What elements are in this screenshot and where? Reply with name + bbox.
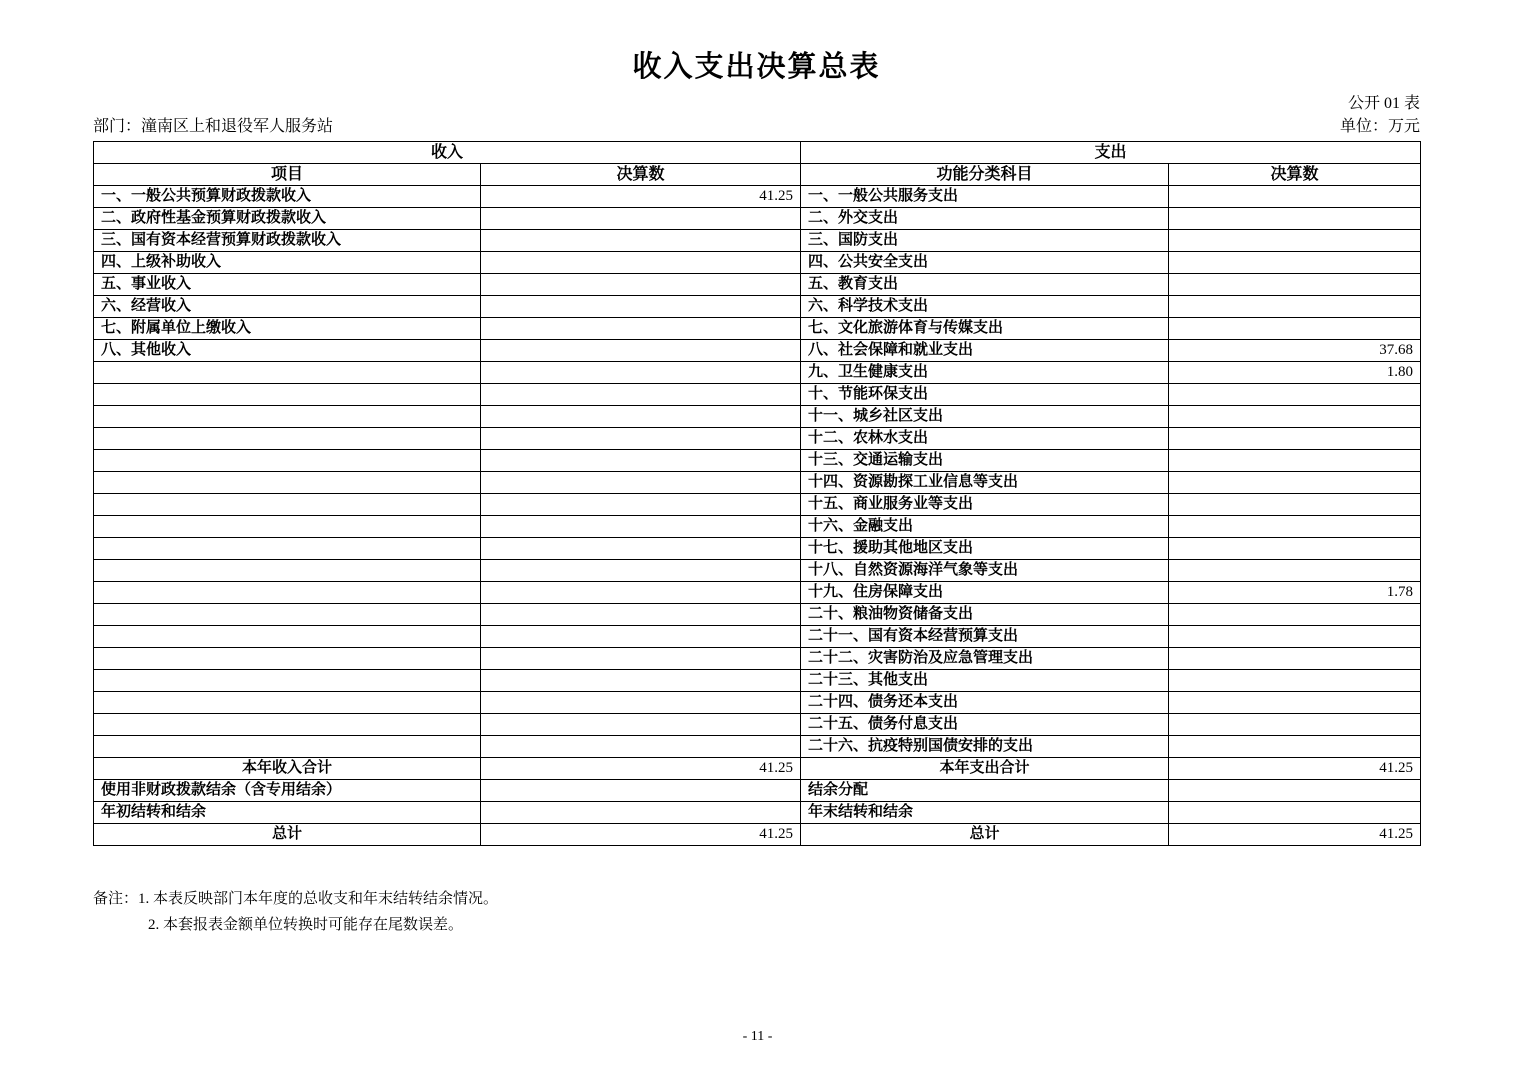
revenue-amount-cell (481, 252, 801, 274)
col-header-expenditure-amount: 决算数 (1169, 164, 1421, 186)
table-row (94, 472, 1421, 494)
table-row (94, 450, 1421, 472)
meta-line (93, 115, 1420, 139)
revenue-amount-cell (481, 516, 801, 538)
summary-row (94, 780, 1421, 802)
table-row (94, 406, 1421, 428)
expenditure-item-cell: 二十六、抗疫特别国债安排的支出 (801, 736, 1169, 758)
expenditure-item-cell: 总计 (801, 824, 1169, 846)
revenue-item-cell: 一、一般公共预算财政拨款收入 (94, 186, 481, 208)
revenue-amount-cell (481, 296, 801, 318)
revenue-amount-cell (481, 626, 801, 648)
expenditure-item-cell: 二十五、债务付息支出 (801, 714, 1169, 736)
revenue-amount-cell (481, 428, 801, 450)
section-header-row (94, 142, 1421, 164)
revenue-item-cell: 六、经营收入 (94, 296, 481, 318)
revenue-amount-cell (481, 340, 801, 362)
expenditure-item-cell: 八、社会保障和就业支出 (801, 340, 1169, 362)
budget-table (93, 141, 1421, 846)
department-label: 部门：潼南区上和退役军人服务站 (93, 118, 334, 135)
revenue-amount-cell (481, 472, 801, 494)
expenditure-item-cell: 十五、商业服务业等支出 (801, 494, 1169, 516)
revenue-item-cell: 二、政府性基金预算财政拨款收入 (94, 208, 481, 230)
expenditure-item-cell: 年末结转和结余 (801, 802, 1169, 824)
table-row (94, 252, 1421, 274)
expenditure-item-cell: 十、节能环保支出 (801, 384, 1169, 406)
revenue-section-header: 收入 (94, 142, 801, 164)
revenue-item-cell (94, 714, 481, 736)
expenditure-item-cell: 二十四、债务还本支出 (801, 692, 1169, 714)
expenditure-amount-cell (1169, 428, 1421, 450)
revenue-amount-cell (481, 538, 801, 560)
table-row (94, 538, 1421, 560)
expenditure-item-cell: 二十二、灾害防治及应急管理支出 (801, 648, 1169, 670)
table-row (94, 582, 1421, 604)
revenue-amount-cell: 41.25 (481, 758, 801, 780)
revenue-item-cell (94, 472, 481, 494)
expenditure-amount-cell (1169, 626, 1421, 648)
expenditure-amount-cell (1169, 318, 1421, 340)
table-row (94, 604, 1421, 626)
note-line-2: 2. 本套报表金额单位转换时可能存在尾数误差。 (148, 917, 464, 933)
table-row (94, 648, 1421, 670)
expenditure-amount-cell (1169, 494, 1421, 516)
expenditure-amount-cell (1169, 538, 1421, 560)
col-header-revenue-item: 项目 (94, 164, 481, 186)
expenditure-amount-cell: 37.68 (1169, 340, 1421, 362)
note-line-1: 备注：1. 本表反映部门本年度的总收支和年末结转结余情况。 (93, 891, 499, 907)
revenue-amount-cell: 41.25 (481, 186, 801, 208)
expenditure-item-cell: 三、国防支出 (801, 230, 1169, 252)
summary-row (94, 802, 1421, 824)
table-row (94, 736, 1421, 758)
table-row (94, 362, 1421, 384)
table-row (94, 230, 1421, 252)
expenditure-item-cell: 四、公共安全支出 (801, 252, 1169, 274)
table-row (94, 626, 1421, 648)
revenue-item-cell (94, 450, 481, 472)
unit-label: 单位：万元 (1339, 118, 1420, 135)
expenditure-amount-cell (1169, 560, 1421, 582)
expenditure-item-cell: 二十三、其他支出 (801, 670, 1169, 692)
revenue-item-cell: 四、上级补助收入 (94, 252, 481, 274)
expenditure-item-cell: 十三、交通运输支出 (801, 450, 1169, 472)
table-row (94, 428, 1421, 450)
page-number: - 11 - (742, 1029, 773, 1044)
expenditure-item-cell: 二十一、国有资本经营预算支出 (801, 626, 1169, 648)
revenue-item-cell (94, 560, 481, 582)
table-body (94, 186, 1421, 846)
expenditure-amount-cell: 41.25 (1169, 758, 1421, 780)
expenditure-amount-cell (1169, 208, 1421, 230)
table-row (94, 208, 1421, 230)
expenditure-amount-cell (1169, 274, 1421, 296)
revenue-amount-cell (481, 736, 801, 758)
table-row (94, 384, 1421, 406)
summary-row (94, 758, 1421, 780)
notes (93, 886, 1420, 938)
expenditure-amount-cell: 1.78 (1169, 582, 1421, 604)
revenue-amount-cell (481, 318, 801, 340)
expenditure-item-cell: 十一、城乡社区支出 (801, 406, 1169, 428)
expenditure-item-cell: 十八、自然资源海洋气象等支出 (801, 560, 1169, 582)
expenditure-amount-cell (1169, 736, 1421, 758)
revenue-amount-cell (481, 582, 801, 604)
expenditure-item-cell: 结余分配 (801, 780, 1169, 802)
revenue-item-cell: 本年收入合计 (94, 758, 481, 780)
expenditure-item-cell: 十七、援助其他地区支出 (801, 538, 1169, 560)
expenditure-amount-cell (1169, 604, 1421, 626)
expenditure-amount-cell (1169, 516, 1421, 538)
revenue-item-cell (94, 582, 481, 604)
revenue-item-cell (94, 406, 481, 428)
expenditure-section-header: 支出 (801, 142, 1421, 164)
expenditure-item-cell: 七、文化旅游体育与传媒支出 (801, 318, 1169, 340)
expenditure-amount-cell (1169, 692, 1421, 714)
expenditure-amount-cell (1169, 186, 1421, 208)
table-row (94, 340, 1421, 362)
revenue-item-cell (94, 384, 481, 406)
revenue-amount-cell (481, 450, 801, 472)
expenditure-amount-cell (1169, 450, 1421, 472)
revenue-amount-cell (481, 208, 801, 230)
table-row (94, 714, 1421, 736)
expenditure-item-cell: 十九、住房保障支出 (801, 582, 1169, 604)
revenue-item-cell: 七、附属单位上缴收入 (94, 318, 481, 340)
expenditure-amount-cell (1169, 406, 1421, 428)
expenditure-amount-cell: 41.25 (1169, 824, 1421, 846)
expenditure-item-cell: 本年支出合计 (801, 758, 1169, 780)
summary-row (94, 824, 1421, 846)
revenue-item-cell (94, 692, 481, 714)
revenue-item-cell (94, 516, 481, 538)
expenditure-item-cell: 十六、金融支出 (801, 516, 1169, 538)
revenue-amount-cell: 41.25 (481, 824, 801, 846)
col-header-expenditure-item: 功能分类科目 (801, 164, 1169, 186)
expenditure-amount-cell (1169, 472, 1421, 494)
table-row (94, 670, 1421, 692)
expenditure-amount-cell: 1.80 (1169, 362, 1421, 384)
table-row (94, 318, 1421, 340)
revenue-amount-cell (481, 670, 801, 692)
col-header-revenue-amount: 决算数 (481, 164, 801, 186)
table-row (94, 296, 1421, 318)
expenditure-amount-cell (1169, 296, 1421, 318)
revenue-item-cell: 八、其他收入 (94, 340, 481, 362)
table-row (94, 494, 1421, 516)
expenditure-item-cell: 二、外交支出 (801, 208, 1169, 230)
expenditure-amount-cell (1169, 670, 1421, 692)
expenditure-item-cell: 二十、粮油物资储备支出 (801, 604, 1169, 626)
expenditure-item-cell: 五、教育支出 (801, 274, 1169, 296)
expenditure-item-cell: 九、卫生健康支出 (801, 362, 1169, 384)
revenue-amount-cell (481, 494, 801, 516)
revenue-amount-cell (481, 230, 801, 252)
expenditure-amount-cell (1169, 230, 1421, 252)
revenue-item-cell: 使用非财政拨款结余（含专用结余） (94, 780, 481, 802)
revenue-amount-cell (481, 560, 801, 582)
revenue-item-cell: 年初结转和结余 (94, 802, 481, 824)
expenditure-amount-cell (1169, 802, 1421, 824)
revenue-amount-cell (481, 406, 801, 428)
revenue-item-cell (94, 626, 481, 648)
expenditure-amount-cell (1169, 714, 1421, 736)
revenue-amount-cell (481, 802, 801, 824)
table-row (94, 692, 1421, 714)
revenue-item-cell (94, 428, 481, 450)
revenue-item-cell: 总计 (94, 824, 481, 846)
revenue-item-cell (94, 670, 481, 692)
expenditure-item-cell: 十二、农林水支出 (801, 428, 1169, 450)
revenue-amount-cell (481, 714, 801, 736)
expenditure-amount-cell (1169, 648, 1421, 670)
revenue-item-cell (94, 538, 481, 560)
revenue-item-cell (94, 494, 481, 516)
revenue-amount-cell (481, 362, 801, 384)
revenue-item-cell: 三、国有资本经营预算财政拨款收入 (94, 230, 481, 252)
table-row (94, 186, 1421, 208)
page-title: 收入支出决算总表 (632, 51, 881, 83)
revenue-amount-cell (481, 692, 801, 714)
revenue-item-cell (94, 648, 481, 670)
revenue-item-cell (94, 604, 481, 626)
expenditure-amount-cell (1169, 252, 1421, 274)
revenue-amount-cell (481, 384, 801, 406)
revenue-amount-cell (481, 648, 801, 670)
table-row (94, 274, 1421, 296)
revenue-amount-cell (481, 274, 801, 296)
table-row (94, 516, 1421, 538)
revenue-amount-cell (481, 780, 801, 802)
column-header-row (94, 164, 1421, 186)
expenditure-item-cell: 十四、资源勘探工业信息等支出 (801, 472, 1169, 494)
expenditure-amount-cell (1169, 780, 1421, 802)
table-row (94, 560, 1421, 582)
expenditure-item-cell: 一、一般公共服务支出 (801, 186, 1169, 208)
revenue-item-cell (94, 736, 481, 758)
revenue-item-cell: 五、事业收入 (94, 274, 481, 296)
expenditure-amount-cell (1169, 384, 1421, 406)
revenue-item-cell (94, 362, 481, 384)
expenditure-item-cell: 六、科学技术支出 (801, 296, 1169, 318)
table-ref: 公开 01 表 (1347, 95, 1420, 112)
revenue-amount-cell (481, 604, 801, 626)
